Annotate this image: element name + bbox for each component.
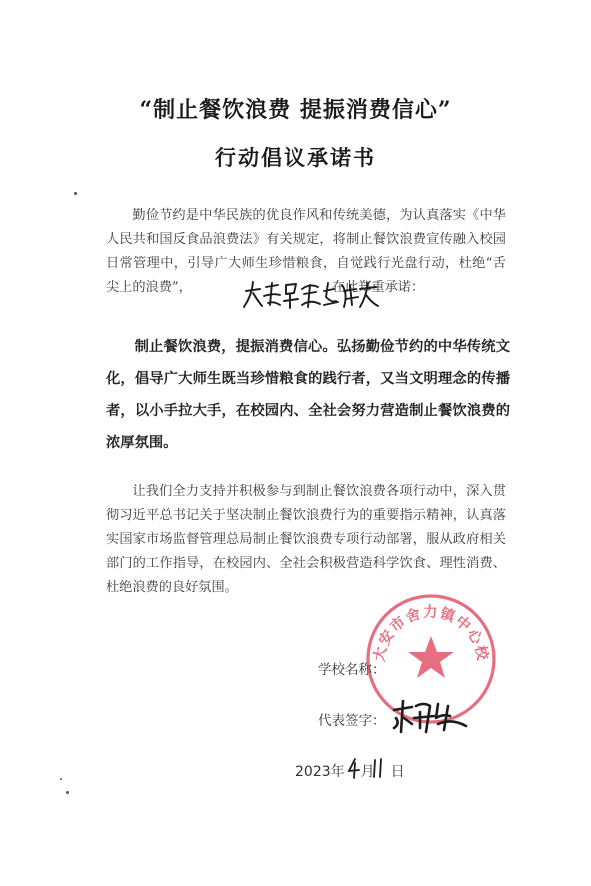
- handwritten-school-name-signature: [240, 279, 380, 311]
- date-year: 2023年: [295, 764, 345, 780]
- date-month-unit: 月: [360, 764, 375, 780]
- seal-text: 大安市舍力镇中心校: [371, 605, 491, 664]
- handwritten-day-digits: [371, 757, 385, 779]
- paragraph-intro-text: 勤俭节约是中华民族的优良作风和传统美德，为认真落实《中华人民共和国反食品浪费法》有关规定，将制止餐饮浪费宣传融入校园日常管理中，引导广大师生珍惜粮食，自觉践行光盘行动，杜绝“舌尖上的浪费”，: [106, 208, 506, 295]
- scan-speck: [74, 192, 77, 195]
- scan-speck: [60, 778, 62, 780]
- paragraph-action: 让我们全力支持并积极参与到制止餐饮浪费各项行动中，深入贯彻习近平总书记关于坚决制止餐饮浪费行为的重要指示精神，认真落实国家市场监督管理总局制止餐饮浪费专项行动部署，服从政府相关部门的工作指导，在校园内、全社会积极营造科学饮食、理性消费、杜绝浪费的良好氛围。: [106, 484, 506, 595]
- date-day-unit: 日: [390, 764, 405, 780]
- document-title-line2: 行动倡议承诺书: [215, 145, 376, 170]
- paragraph-intro-pledge: 在此郑重承诺：: [331, 280, 425, 295]
- representative-signature-label: 代表签字：: [318, 713, 386, 729]
- scan-speck: [66, 791, 69, 794]
- document-title-line1: “制止餐饮浪费 提振消费信心”: [139, 97, 452, 123]
- school-name-label: 学校名称：: [318, 662, 386, 678]
- handwritten-month-digit: [346, 757, 360, 779]
- paragraph-pledge-bold: 制止餐饮浪费，提振消费信心。弘扬勤俭节约的中华传统文化，倡导广大师生既当珍惜粮食的践行者，又当文明理念的传播者，以小手拉大手，在校园内、全社会努力营造制止餐饮浪费的浓厚氛围。: [106, 339, 510, 451]
- representative-handwritten-signature: [390, 698, 470, 734]
